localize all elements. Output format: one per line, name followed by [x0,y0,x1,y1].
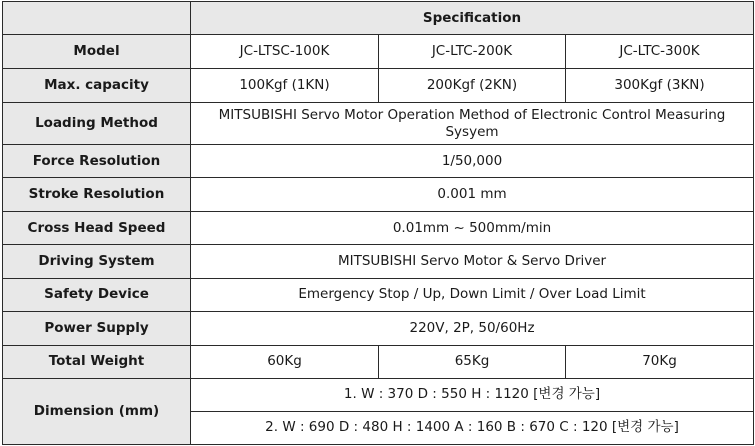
cross-head-speed-label: Cross Head Speed [3,212,191,245]
power-supply-label: Power Supply [3,311,191,345]
dimension-label: Dimension (mm) [3,378,191,444]
model-100k: JC-LTSC-100K [191,35,379,69]
safety-device-value: Emergency Stop / Up, Down Limit / Over Load Limit [191,278,754,311]
max-capacity-200k: 200Kgf (2KN) [379,69,566,103]
force-resolution-label: Force Resolution [3,145,191,178]
max-capacity-300k: 300Kgf (3KN) [566,69,754,103]
loading-method-value: MITSUBISHI Servo Motor Operation Method of Electronic Control Measuring Sysyem [191,103,754,145]
cross-head-speed-value: 0.01mm ~ 500mm/min [191,212,754,245]
row-power-supply [3,311,754,345]
row-driving-system [3,245,754,278]
total-weight-300k: 70Kg [566,345,754,378]
row-total-weight [3,345,754,378]
row-safety-device [3,278,754,311]
row-force-resolution [3,145,754,178]
total-weight-200k: 65Kg [379,345,566,378]
force-resolution-value: 1/50,000 [191,145,754,178]
row-max-capacity [3,69,754,103]
model-200k: JC-LTC-200K [379,35,566,69]
row-stroke-resolution [3,178,754,212]
safety-device-label: Safety Device [3,278,191,311]
specification-title: Specification [191,2,754,35]
stroke-resolution-label: Stroke Resolution [3,178,191,212]
driving-system-value: MITSUBISHI Servo Motor & Servo Driver [191,245,754,278]
total-weight-100k: 60Kg [191,345,379,378]
row-cross-head-speed [3,212,754,245]
row-dimension-1 [3,378,754,411]
header-row [3,2,754,35]
max-capacity-label: Max. capacity [3,69,191,103]
max-capacity-100k: 100Kgf (1KN) [191,69,379,103]
loading-method-label: Loading Method [3,103,191,145]
row-loading-method [3,103,754,145]
row-model [3,35,754,69]
dimension-option-2: 2. W : 690 D : 480 H : 1400 A : 160 B : 670 C : 120 [변경 가능] [191,411,754,444]
driving-system-label: Driving System [3,245,191,278]
dimension-option-1: 1. W : 370 D : 550 H : 1120 [변경 가능] [191,378,754,411]
model-label: Model [3,35,191,69]
header-corner-cell [3,2,191,35]
stroke-resolution-value: 0.001 mm [191,178,754,212]
model-300k: JC-LTC-300K [566,35,754,69]
specification-table [2,1,754,445]
total-weight-label: Total Weight [3,345,191,378]
power-supply-value: 220V, 2P, 50/60Hz [191,311,754,345]
